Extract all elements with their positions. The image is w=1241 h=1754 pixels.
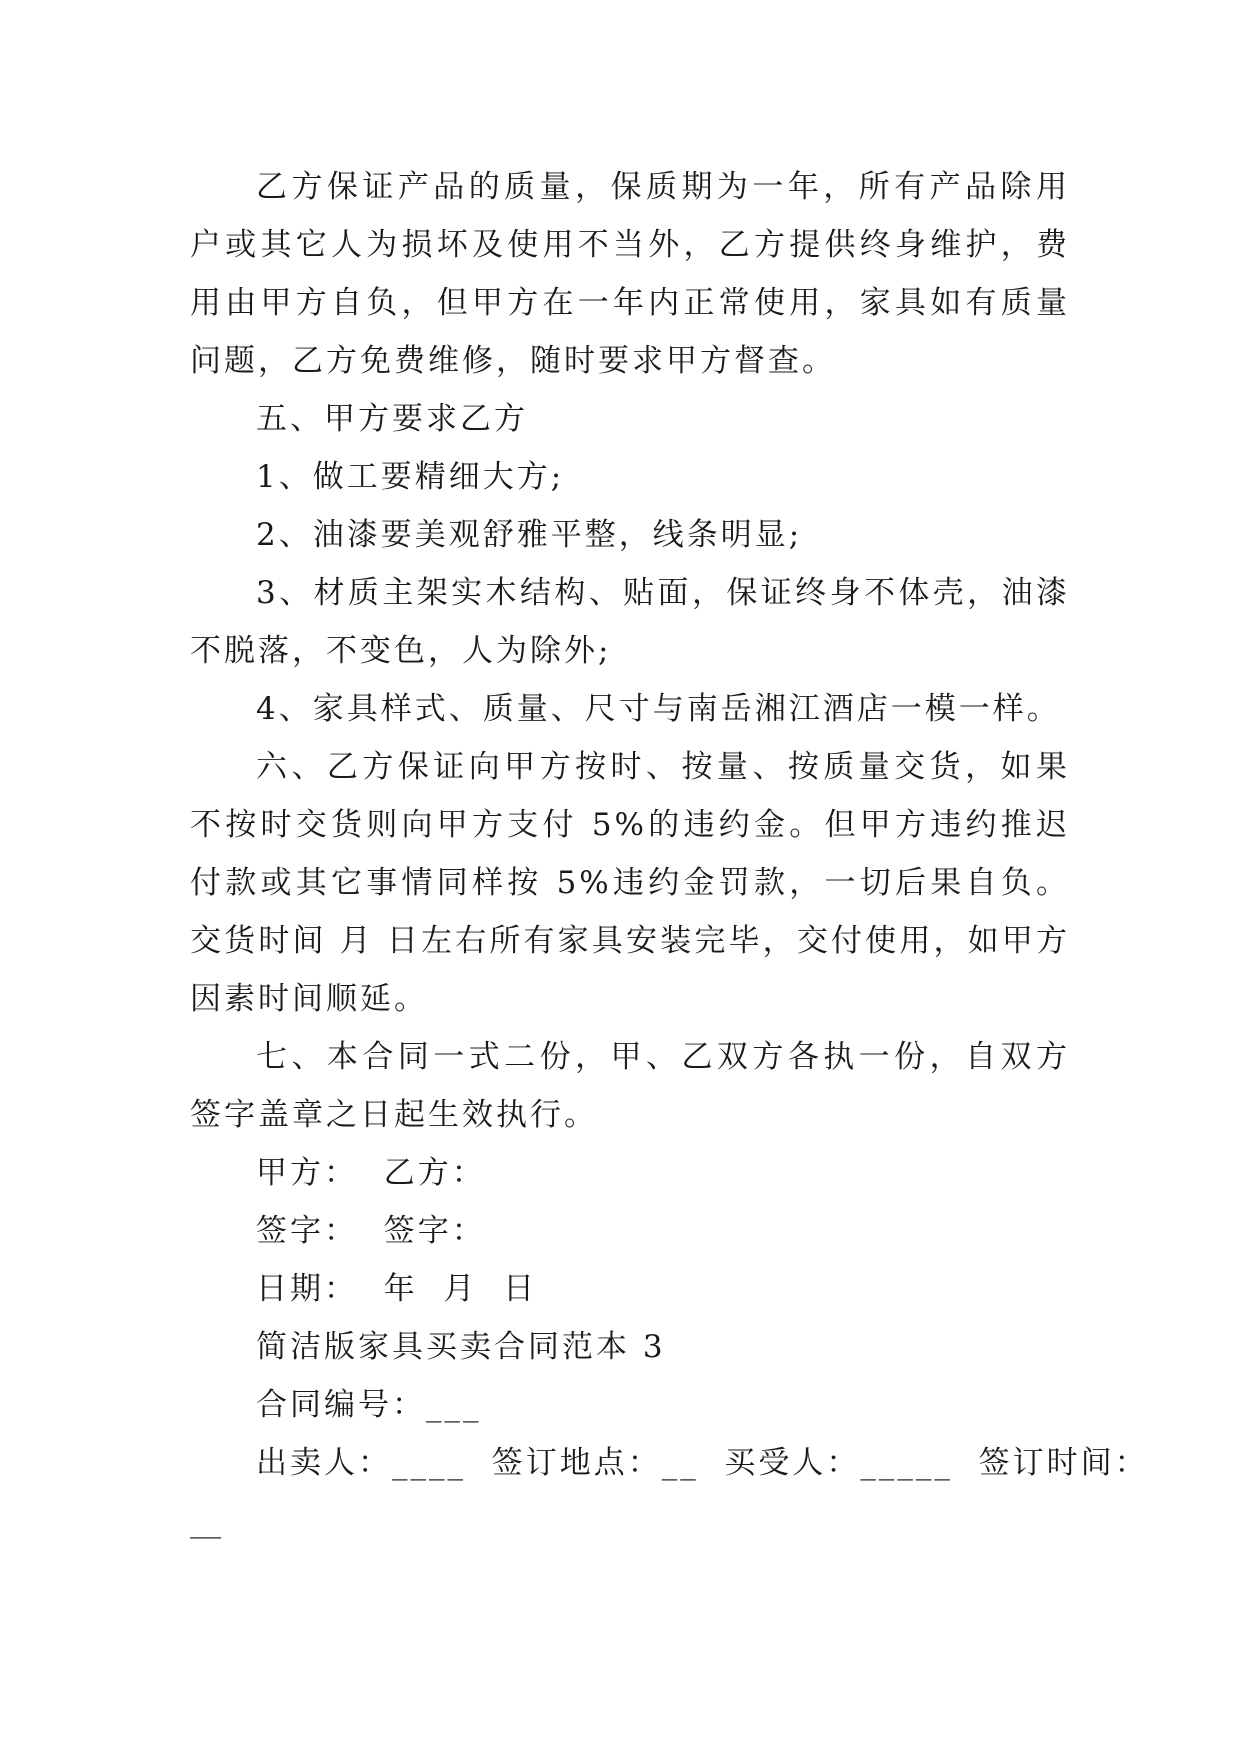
signature-parties: 甲方： 乙方： bbox=[256, 1155, 486, 1191]
list-item-1: 1、做工要精细大方; bbox=[256, 459, 565, 495]
next-contract-title: 简洁版家具买卖合同范本 3 bbox=[256, 1329, 666, 1365]
list-item-4: 4、家具样式、质量、尺寸与南岳湘江酒店一模一样。 bbox=[256, 691, 1061, 727]
paragraph-section-seven: 七、本合同一式二份，甲、乙双方各执一份，自双方签字盖章之日起生效执行。 bbox=[190, 1039, 1070, 1133]
signature-date: 日期： 年 月 日 bbox=[256, 1271, 538, 1307]
document-body bbox=[190, 158, 1149, 1550]
contract-number: 合同编号：___ bbox=[256, 1387, 482, 1423]
list-item-3: 3、材质主架实木结构、贴面，保证终身不体壳，油漆不脱落，不变色，人为除外; bbox=[190, 575, 1070, 669]
signature-signatures: 签字： 签字： bbox=[256, 1213, 486, 1249]
trailing-blank: __ bbox=[190, 1503, 221, 1539]
paragraph-quality-guarantee: 乙方保证产品的质量，保质期为一年，所有产品除用户或其它人为损坏及使用不当外，乙方提供终身维护，费用由甲方自负，但甲方在一年内正常使用，家具如有质量问题，乙方免费维修，随时要求甲方督查。 bbox=[190, 169, 1070, 379]
seller-buyer-line: 出卖人：____ 签订地点：__ 买受人：_____ 签订时间： bbox=[256, 1445, 1149, 1481]
heading-section-five: 五、甲方要求乙方 bbox=[256, 401, 528, 437]
list-item-2: 2、油漆要美观舒雅平整，线条明显; bbox=[256, 517, 803, 553]
paragraph-section-six: 六、乙方保证向甲方按时、按量、按质量交货，如果不按时交货则向甲方支付 5%的违约金。但甲方违约推迟付款或其它事情同样按 5%违约金罚款，一切后果自负。交货时间 月 日左右所有家具安装完毕，交付使用，如甲方因素时间顺延。 bbox=[190, 749, 1070, 1017]
